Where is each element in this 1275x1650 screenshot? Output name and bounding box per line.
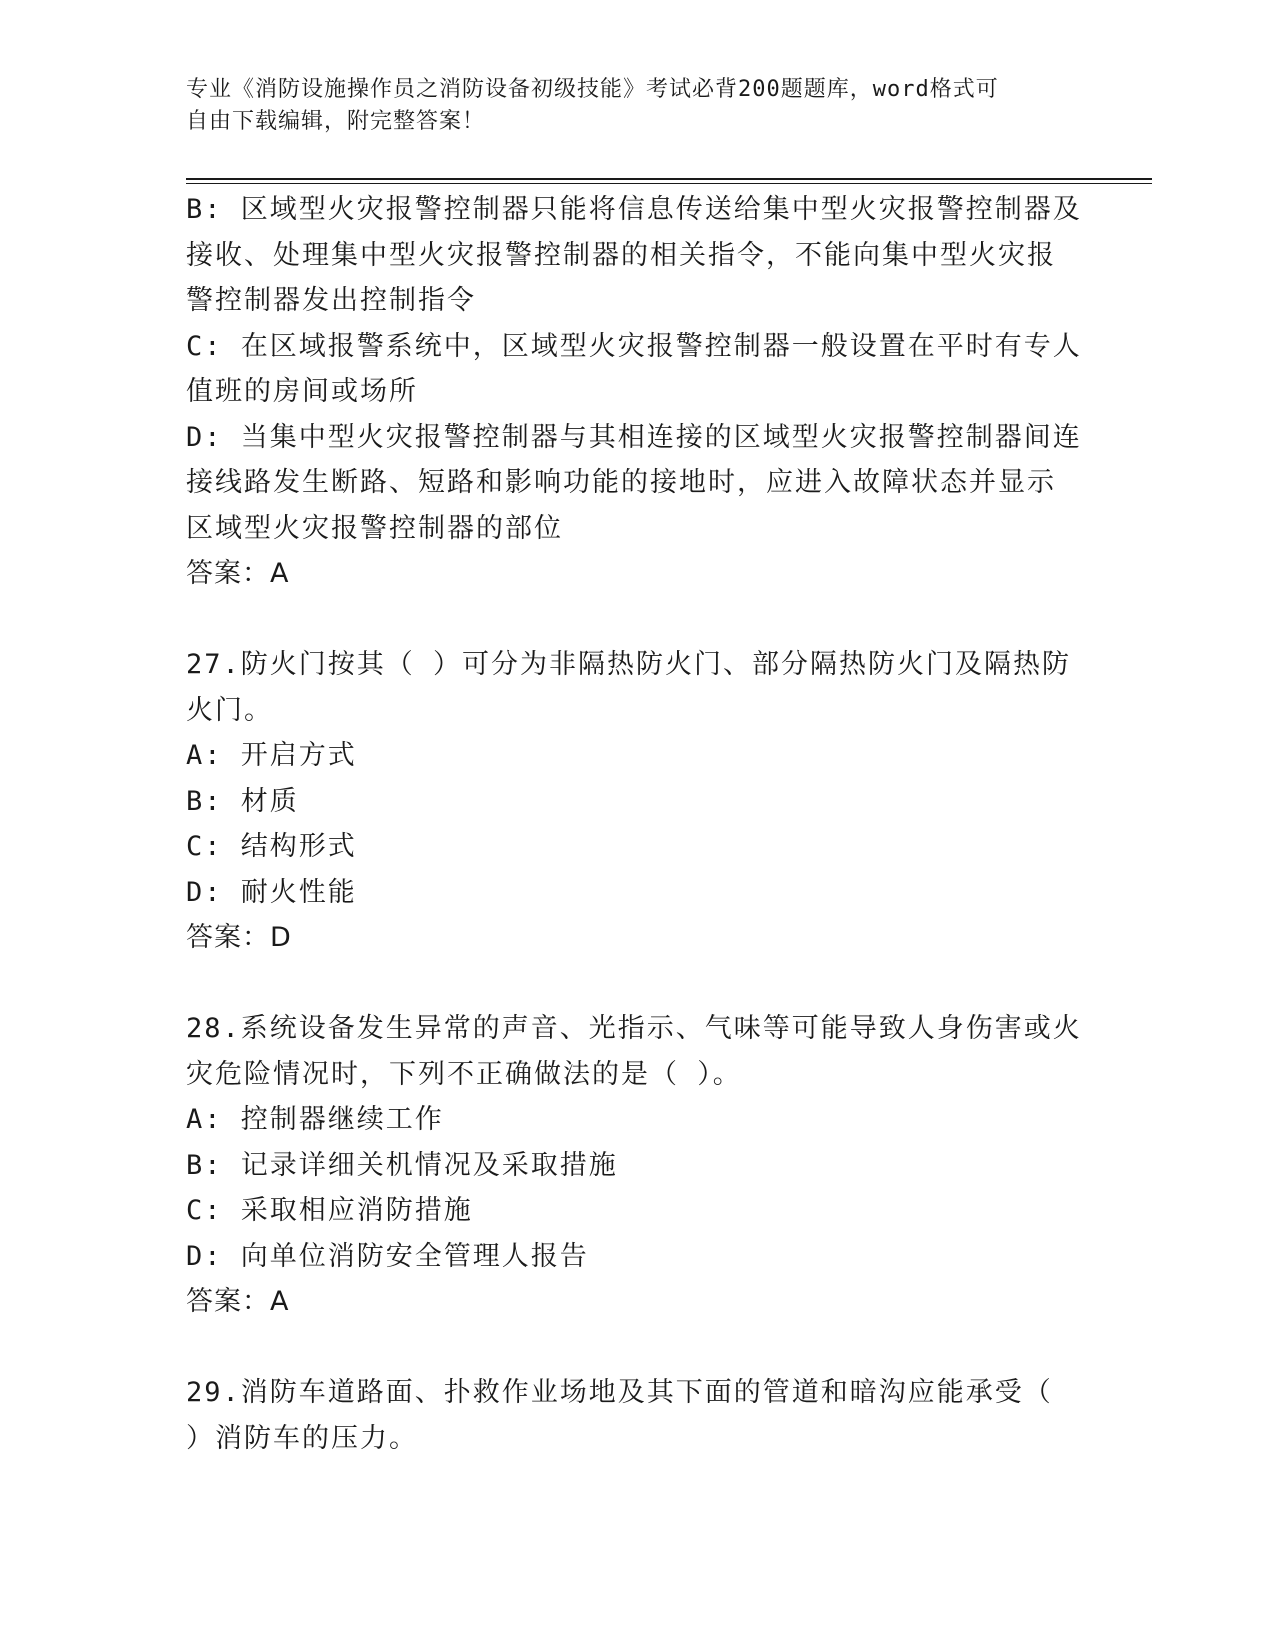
option-a: A: 控制器继续工作 xyxy=(186,1104,444,1135)
answer-line: 答案：A xyxy=(186,1286,290,1317)
option-d-line: 接线路发生断路、短路和影响功能的接地时，应进入故障状态并显示 xyxy=(186,467,1056,498)
option-d-line: 区域型火灾报警控制器的部位 xyxy=(186,512,563,544)
option-b-line: 警控制器发出控制指令 xyxy=(186,285,476,316)
question-stem-line: 29.消防车道路面、扑救作业场地及其下面的管道和暗沟应能承受（ xyxy=(186,1377,1053,1408)
document-header xyxy=(186,74,1066,138)
option-d: D: 耐火性能 xyxy=(186,876,357,908)
question-stem-line: 27.防火门按其（ ）可分为非隔热防火门、部分隔热防火门及隔热防 xyxy=(186,649,1072,680)
option-c-line: 值班的房间或场所 xyxy=(186,376,418,407)
answer-line: 答案：D xyxy=(186,922,292,953)
option-d: D: 向单位消防安全管理人报告 xyxy=(186,1240,589,1272)
header-divider-thin xyxy=(186,183,1152,184)
question-stem-line: 火门。 xyxy=(186,694,273,726)
option-c-line: C: 在区域报警系统中，区域型火灾报警控制器一般设置在平时有专人 xyxy=(186,330,1082,362)
question-stem-line: 灾危险情况时，下列不正确做法的是（ ）。 xyxy=(186,1058,742,1090)
header-line-1: 专业《消防设施操作员之消防设备初级技能》考试必背200题题库，word格式可 xyxy=(186,77,999,102)
question-spacer xyxy=(186,597,1076,643)
option-b: B: 材质 xyxy=(186,785,299,817)
question-content xyxy=(186,187,1082,1461)
option-c: C: 结构形式 xyxy=(186,831,357,862)
option-b: B: 记录详细关机情况及采取措施 xyxy=(186,1149,618,1181)
option-c: C: 采取相应消防措施 xyxy=(186,1195,473,1226)
question-spacer xyxy=(186,961,1076,1007)
option-a: A: 开启方式 xyxy=(186,740,357,771)
option-d-line: D: 当集中型火灾报警控制器与其相连接的区域型火灾报警控制器间连 xyxy=(186,421,1082,453)
header-line-2: 自由下载编辑，附完整答案！ xyxy=(186,109,486,134)
question-29 xyxy=(186,1370,1076,1461)
option-b-line: B: 区域型火灾报警控制器只能将信息传送给集中型火灾报警控制器及 xyxy=(186,194,1082,225)
question-28 xyxy=(186,1006,1082,1325)
question-26-continuation xyxy=(186,187,1082,597)
question-stem-line: 28.系统设备发生异常的声音、光指示、气味等可能导致人身伤害或火 xyxy=(186,1013,1082,1044)
header-divider-thick xyxy=(186,178,1152,180)
question-spacer xyxy=(186,1325,1076,1371)
question-stem-line: ）消防车的压力。 xyxy=(186,1422,418,1454)
question-27 xyxy=(186,642,1076,961)
option-b-line: 接收、处理集中型火灾报警控制器的相关指令，不能向集中型火灾报 xyxy=(186,239,1056,271)
answer-line: 答案：A xyxy=(186,558,290,589)
